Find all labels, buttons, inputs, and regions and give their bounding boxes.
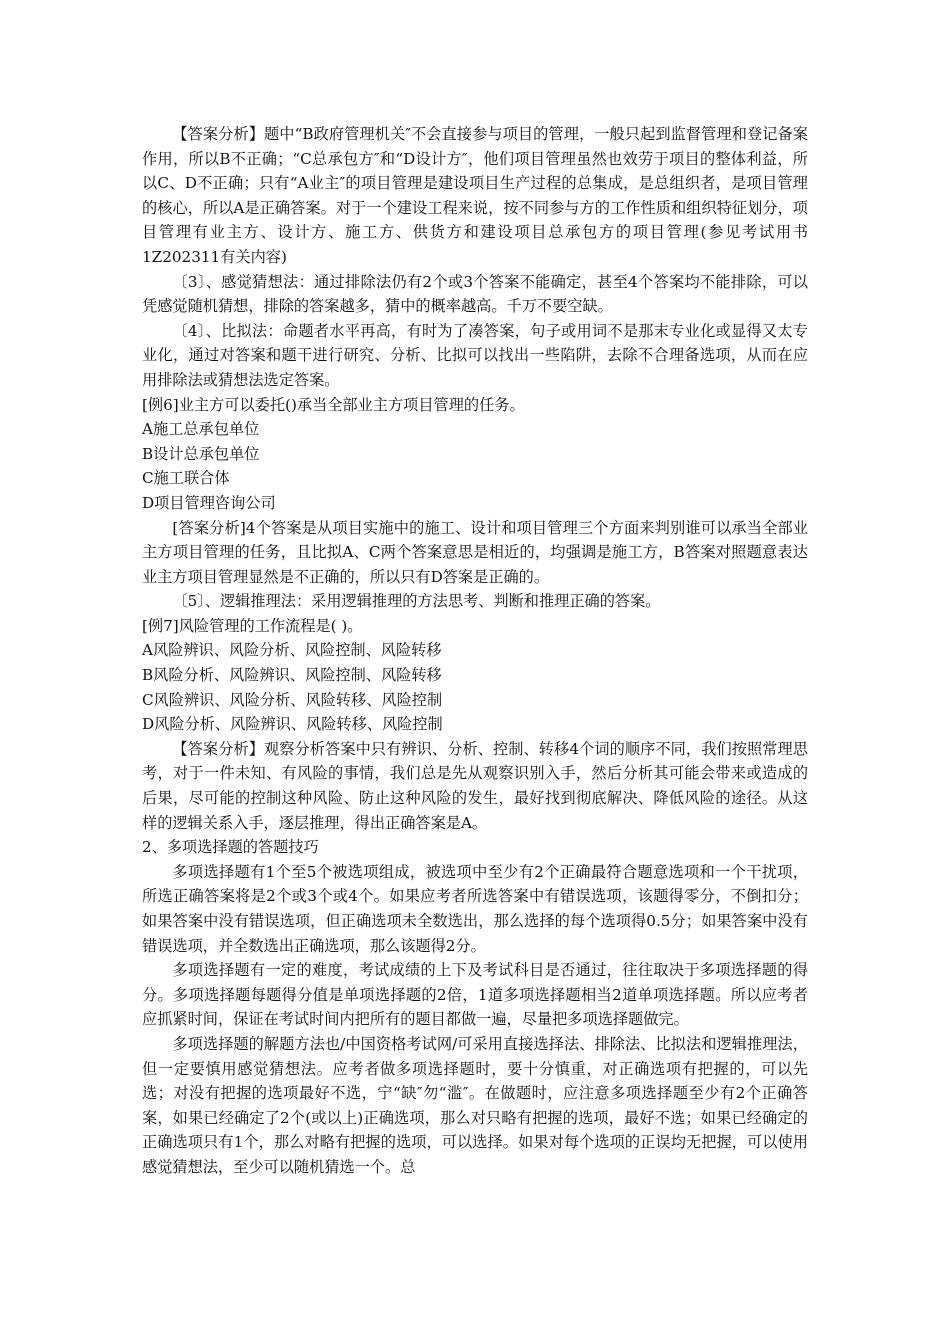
paragraph-multiple-choice-scoring: 多项选择题有1个至5个被选项组成，被选项中至少有2个正确最符合题意选项和一个干扰项，所选正确答案将是2个或3个或4个。如果应考者所选答案中有错误选项，该题得零分，不倒扣分；如果答案中没有错误选项，但正确选项未全数选出，那么选择的每个选项得0.5分；如果答案中没有错误选项，并全数选出正确选项，那么该题得2分。	[142, 862, 808, 955]
document-body	[142, 122, 808, 1180]
paragraph-method-5-logic: 〔5〕、逻辑推理法：采用逻辑推理的方法思考、判断和推理正确的答案。	[172, 592, 661, 611]
example-6-option-d: D项目管理咨询公司	[142, 493, 276, 512]
paragraph-answer-analysis-7: 【答案分析】观察分析答案中只有辨识、分析、控制、转移4个词的顺序不同，我们按照常理思考，对于一件未知、有风险的事情，我们总是先从观察识别入手，然后分析其可能会带来或造成的后果，尽可能的控制这种风险、防止这种风险的发生，最好找到彻底解决、降低风险的途径。从这样的逻辑关系入手，逐层推理，得出正确答案是A。	[142, 739, 808, 832]
paragraph-answer-analysis-6: [答案分析]4个答案是从项目实施中的施工、设计和项目管理三个方面来判别谁可以承当全部业主方项目管理的任务，且比拟A、C两个答案意思是相近的，均强调是施工方，B答案对照题意表达业主方项目管理显然是不正确的，所以只有D答案是正确的。	[142, 518, 808, 586]
example-6-question: [例6]业主方可以委托()承当全部业主方项目管理的任务。	[142, 395, 525, 414]
section-heading-multiple-choice: 2、多项选择题的答题技巧	[142, 838, 319, 857]
paragraph-method-4-comparison: 〔4〕、比拟法：命题者水平再高，有时为了凑答案，句子或用词不是那末专业化或显得又太专业化，通过对答案和题干进行研究、分析、比拟可以找出一些陷阱，去除不合理备选项，从而在应用排除法或猜想法选定答案。	[142, 321, 808, 389]
example-7-option-d: D风险分析、风险辨识、风险转移、风险控制	[142, 715, 443, 734]
example-7-option-c: C风险辨识、风险分析、风险转移、风险控制	[142, 690, 443, 709]
example-7-option-a: A风险辨识、风险分析、风险控制、风险转移	[142, 641, 442, 660]
example-7-question: [例7]风险管理的工作流程是( )。	[142, 616, 363, 635]
paragraph-answer-analysis-1: 【答案分析】题中“B政府管理机关″不会直接参与项目的管理，一般只起到监督管理和登记备案作用，所以B不正确；“C总承包方″和“D设计方″，他们项目管理虽然也效劳于项目的整体利益，所以C、D不正确；只有“A业主″的项目管理是建设项目生产过程的总集成，是总组织者，是项目管理的核心，所以A是正确答案。对于一个建设工程来说，按不同参与方的工作性质和组织特征划分，项目管理有业主方、设计方、施工方、供货方和建设项目总承包方的项目管理(参见考试用书1Z202311有关内容)	[142, 125, 808, 266]
paragraph-multiple-choice-difficulty: 多项选择题有一定的难度，考试成绩的上下及考试科目是否通过，往往取决于多项选择题的得分。多项选择题每题得分值是单项选择题的2倍，1道多项选择题相当2道单项选择题。所以应考者应抓紧时间，保证在考试时间内把所有的题目都做一遍，尽量把多项选择题做完。	[142, 961, 808, 1029]
example-6-option-a: A施工总承包单位	[142, 420, 260, 439]
example-6-option-b: B设计总承包单位	[142, 444, 260, 463]
paragraph-method-3-guessing: 〔3〕、感觉猜想法：通过排除法仍有2个或3个答案不能确定，甚至4个答案均不能排除，可以凭感觉随机猜想，排除的答案越多，猜中的概率越高。千万不要空缺。	[142, 272, 808, 316]
example-7-option-b: B风险分析、风险辨识、风险控制、风险转移	[142, 666, 442, 685]
example-6-option-c: C施工联合体	[142, 469, 230, 488]
paragraph-multiple-choice-methods: 多项选择题的解题方法也/中国资格考试网/可采用直接选择法、排除法、比拟法和逻辑推理法，但一定要慎用感觉猜想法。应考者做多项选择题时，要十分慎重，对正确选项有把握的，可以先选；对没有把握的选项最好不选，宁“缺″勿“滥″。在做题时，应注意多项选择题至少有2个正确答案，如果已经确定了2个(或以上)正确选项，那么对只略有把握的选项，最好不选；如果已经确定的正确选项只有1个，那么对略有把握的选项，可以选择。如果对每个选项的正误均无把握，可以使用感觉猜想法，至少可以随机猜选一个。总	[142, 1034, 808, 1176]
